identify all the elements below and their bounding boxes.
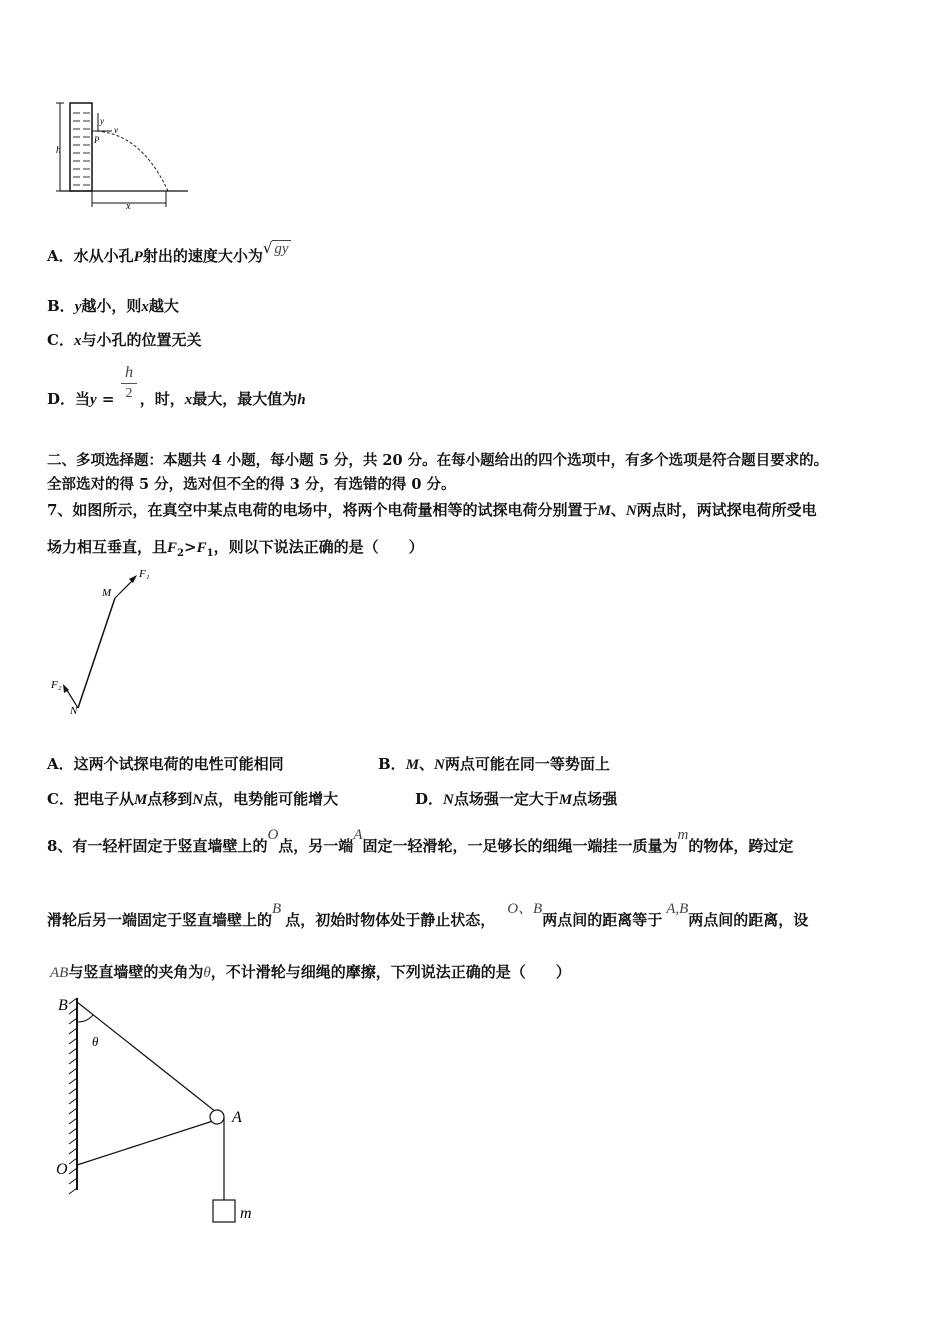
q7-stem-line2: 场力相互垂直，且$F_2>F_1$，则以下说法正确的是（ ） (47, 538, 424, 559)
rope-ab (77, 1002, 216, 1112)
line-mn (78, 598, 115, 708)
label-p: P (94, 135, 100, 145)
label-x: x (126, 201, 131, 212)
label-n: N (70, 705, 78, 717)
q6-option-a[interactable]: A．水从小孔P射出的速度大小为√ gy (47, 239, 289, 265)
label-o: O (56, 1161, 68, 1178)
q7-option-b[interactable]: B．M、N两点可能在同一等势面上 (378, 755, 610, 773)
label-theta: θ (92, 1034, 99, 1049)
label-a: A (232, 1109, 242, 1126)
q7-option-a[interactable]: A．这两个试探电荷的电性可能相同 (47, 755, 284, 773)
label-f2: F₂ (51, 679, 62, 691)
label-b: B (58, 997, 68, 1014)
pulley (210, 1110, 224, 1124)
section-2-instructions: 二、多项选择题：本题共 4 小题，每小题 5 分，共 20 分。在每小题给出的四个选项中，有多个选项是符合题目要求的。 (47, 452, 829, 469)
label-h: h (56, 145, 61, 156)
mass-block (213, 1200, 235, 1222)
q8-stem-line2: 滑轮后另一端固定于竖直墙壁上的B点，初始时物体处于静止状态，O、B两点间的距离等于A,B两点间的距离，设 (47, 901, 809, 929)
label-v: v (114, 125, 118, 135)
rod-oa (77, 1120, 216, 1165)
q7-option-d[interactable]: D．N点场强一定大于M点场强 (415, 790, 618, 808)
q6-figure (40, 95, 190, 220)
q7-stem-line1: 7、如图所示，在真空中某点电荷的电场中，将两个电荷量相等的试探电荷分别置于M、N两点时，两试探电荷所受电 (47, 501, 817, 519)
label-f1: F₁ (139, 568, 150, 580)
angle-arc (77, 1015, 93, 1022)
q7-option-c[interactable]: C．把电子从M点移到N点，电势能可能增大 (47, 790, 339, 808)
q8-stem-line3: AB与竖直墙壁的夹角为θ，不计滑轮与细绳的摩擦，下列说法正确的是（ ） (50, 963, 571, 981)
wall-hatching (69, 998, 77, 1194)
label-m: M (102, 587, 112, 599)
section-2-scoring: 全部选对的得 5 分，选对但不全的得 3 分，有选错的得 0 分。 (47, 476, 456, 493)
q6-option-d[interactable]: D．当y = ，时，x最大，最大值为h (47, 390, 306, 408)
fraction: h 2 (121, 364, 137, 403)
q8-figure (50, 990, 270, 1235)
label-m: m (240, 1205, 252, 1222)
q6-option-b[interactable]: B．y越小，则x越大 (47, 297, 179, 315)
sqrt-expression: √ gy (262, 239, 289, 257)
label-y: y (100, 116, 104, 126)
water-container (70, 103, 92, 191)
q7-figure (45, 560, 175, 720)
q8-stem-line1: 8、有一轻杆固定于竖直墙壁上的O点，另一端A固定一轻滑轮，一足够长的细绳一端挂一质量为m的物体，跨过定 (47, 827, 794, 855)
q6-option-c[interactable]: C．x与小孔的位置无关 (47, 331, 202, 349)
water-hatching (73, 113, 90, 185)
water-jet-trajectory (92, 131, 168, 191)
